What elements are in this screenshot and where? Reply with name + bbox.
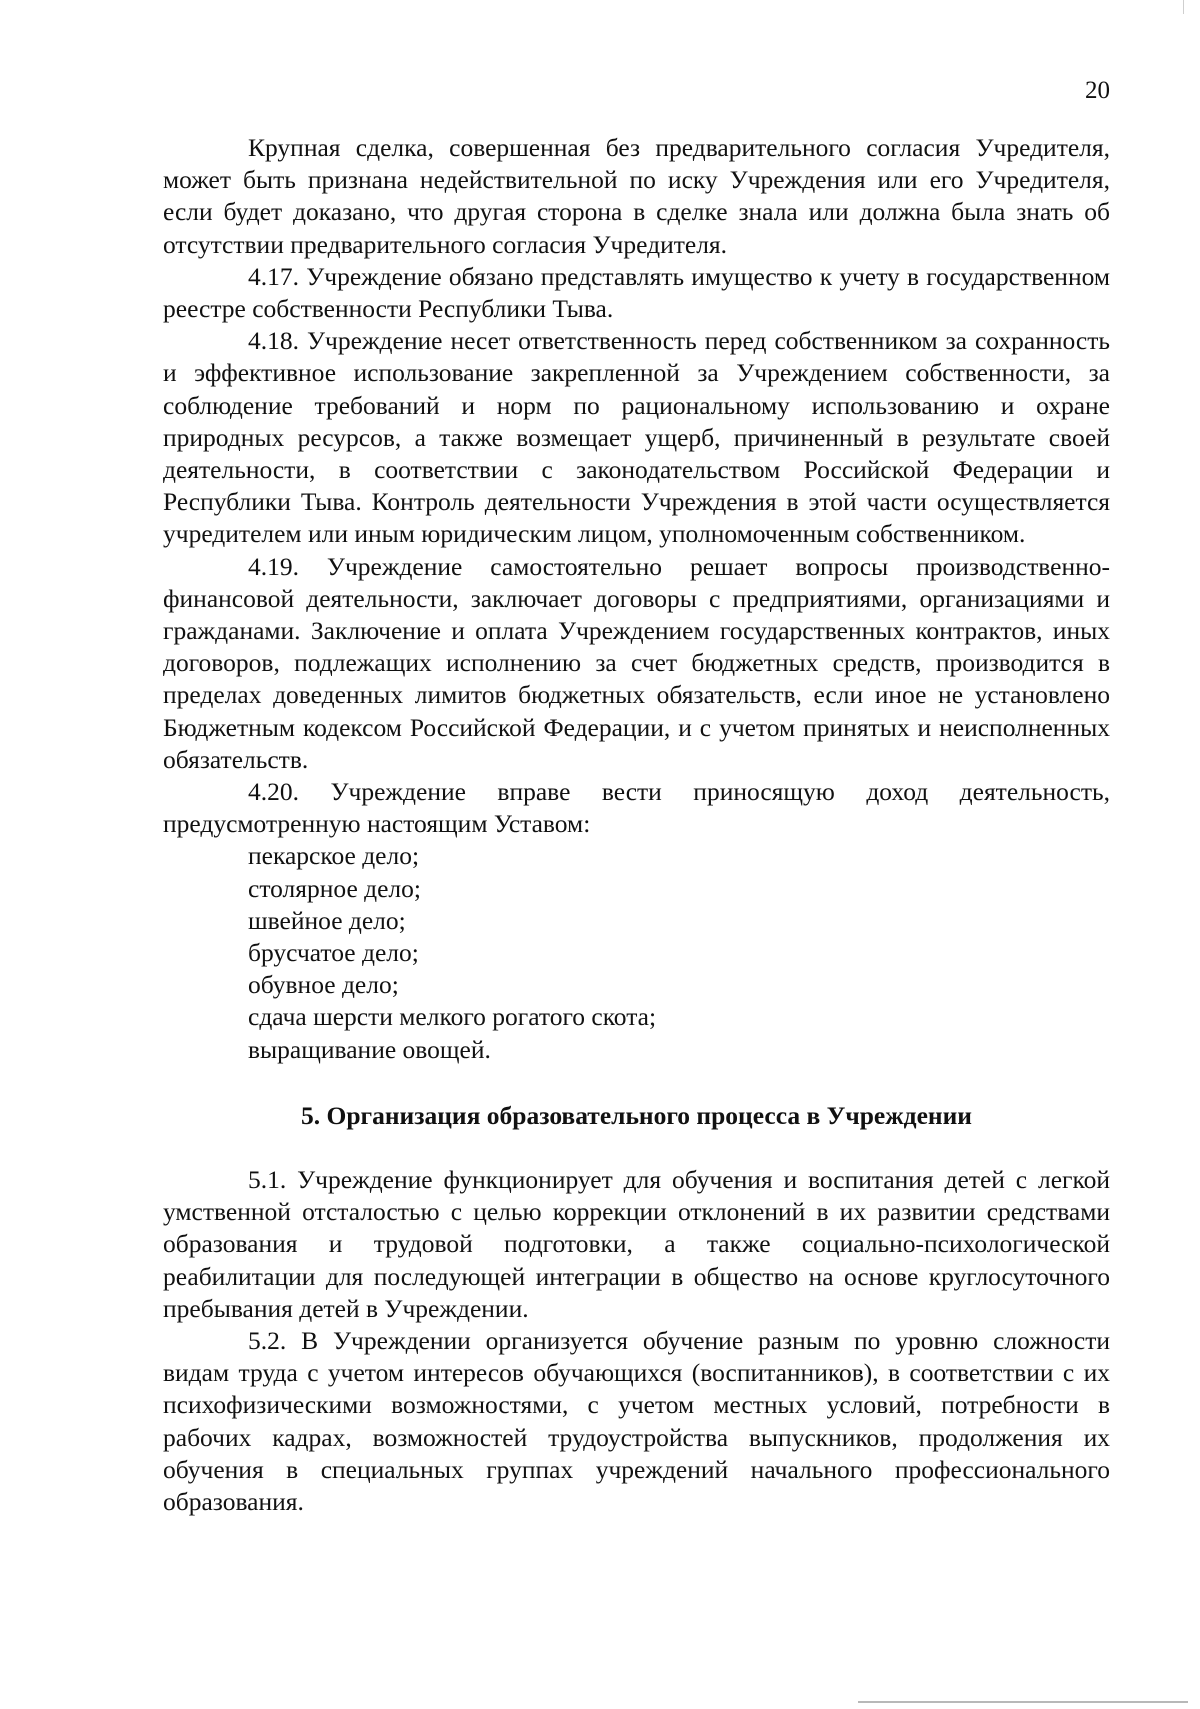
- scan-edge-mark: [1183, 0, 1184, 14]
- scan-edge-mark: [858, 1701, 1188, 1703]
- paragraph-major-deal: Крупная сделка, совершенная без предварительного согласия Учредителя, может быть признана недействительной по иску Учреждения или его Учредителя, если будет доказано, что другая сторона в сделке знала или должна была знать об отсутствии предварительного согласия Учредителя.: [163, 133, 1110, 259]
- paragraph-4-19: 4.19. Учреждение самостоятельно решает вопросы производственно-финансовой деятельности, заключает договоры с предприятиями, организациями и гражданами. Заключение и оплата Учреждением государственных контрактов, иных договоров, подлежащих исполнению за счет бюджетных средств, производится в пределах доведенных лимитов бюджетных обязательств, если иное не установлено Бюджетным кодексом Российской Федерации, и с учетом принятых и неисполненных обязательств.: [163, 551, 1110, 774]
- list-item: брусчатое дело;: [248, 938, 419, 968]
- paragraph-5-2: 5.2. В Учреждении организуется обучение разным по уровню сложности видам труда с учетом интересов обучающихся (воспитанников), в соответствии с их психофизическими возможностями, с учетом местных условий, потребности в рабочих кадрах, возможностей трудоустройства выпускников, продолжения их обучения в специальных группах учреждений начального профессионального образования.: [163, 1325, 1110, 1516]
- list-item: швейное дело;: [248, 905, 406, 935]
- paragraph-5-1: 5.1. Учреждение функционирует для обучения и воспитания детей с легкой умственной отсталостью с целью коррекции отклонений в их развитии средствами образования и трудовой подготовки, а также социально-психологической реабилитации для последующей интеграции в общество на основе круглосуточного пребывания детей в Учреждении.: [163, 1164, 1110, 1323]
- paragraph-4-17: 4.17. Учреждение обязано представлять имущество к учету в государственном реестре собственности Республики Тыва.: [163, 261, 1110, 324]
- paragraph-4-18: 4.18. Учреждение несет ответственность перед собственником за сохранность и эффективное использование закрепленной за Учреждением собственности, за соблюдение требований и норм по рациональному использованию и охране природных ресурсов, а также возмещает ущерб, причиненный в результате своей деятельности, в соответствии с законодательством Российской Федерации и Республики Тыва. Контроль деятельности Учреждения в этой части осуществляется учредителем или иным юридическим лицом, уполномоченным собственником.: [163, 326, 1110, 549]
- list-item: пекарское дело;: [248, 841, 420, 871]
- page-number: 20: [1085, 77, 1110, 104]
- section-5-heading: 5. Организация образовательного процесса в Учреждении: [301, 1100, 972, 1130]
- document-body: [163, 132, 1110, 1518]
- list-item: столярное дело;: [248, 873, 421, 903]
- income-activities-list: [163, 840, 1110, 1065]
- paragraph-4-20: 4.20. Учреждение вправе вести приносящую доход деятельность, предусмотренную настоящим Уставом:: [163, 777, 1110, 839]
- list-item: сдача шерсти мелкого рогатого скота;: [248, 1002, 657, 1032]
- list-item: выращивание овощей.: [248, 1034, 491, 1064]
- list-item: обувное дело;: [248, 970, 399, 1000]
